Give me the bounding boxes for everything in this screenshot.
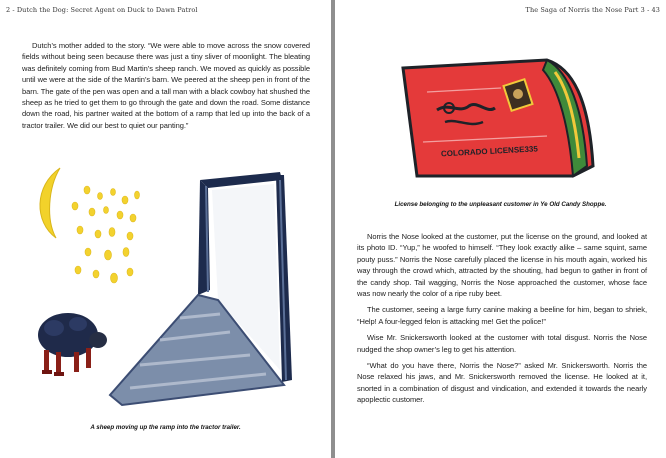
star-dot: [104, 207, 109, 214]
star-dot: [117, 211, 123, 219]
right-paragraph-4: “What do you have there, Norris the Nose?” asked Mr. Snickersworth. Norris the Nose relaxed his jaws, and Mr. Snickersworth removed the license. He looked at it, snorted in a combination of disgust and vindication, and extended it towards the nearly apoplectic customer.: [357, 361, 647, 405]
star-dot: [122, 196, 128, 204]
right-paragraph-3: Wise Mr. Snickersworth looked at the customer with total disgust. Norris the Nose nudged the shop owner’s leg to get his attention.: [357, 333, 647, 354]
star-dot: [95, 230, 101, 238]
left-caption: A sheep moving up the ramp into the tractor trailer.: [90, 424, 241, 431]
sheep-ramp-illustration: [30, 160, 300, 415]
star-dot: [111, 273, 118, 283]
star-dot: [111, 189, 116, 196]
left-paragraph: Dutch’s mother added to the story. “We were able to move across the snow covered fields without being seen because there was just a tiny sliver of moonlight. The bleating was definitely coming from Bud Martin’s sheep ranch. We moved as quickly as possible until we were at the side of the Martin’s barn. We peered at the sheep pen in front of the barn. The gate of the pen was open and a tall man with a black cowboy hat shushed the sheep as he tried to get them to go through the gate and down the road. Some distance down the road, his partner waited at the bottom of a ramp that led up into the back of a tractor trailer. We did our best to quiet our panting.”: [22, 41, 310, 130]
right-caption: License belonging to the unpleasant customer in Ye Old Candy Shoppe.: [394, 201, 607, 208]
left-body-text: [22, 40, 310, 136]
right-page: [335, 0, 666, 458]
right-running-head: The Saga of Norris the Nose Part 3 - 43: [525, 6, 660, 14]
star-dot: [130, 214, 136, 222]
star-dot: [89, 208, 95, 216]
license-illustration: [397, 48, 597, 193]
star-dot: [98, 193, 103, 200]
left-running-head: 2 - Dutch the Dog: Secret Agent on Duck to Dawn Patrol: [6, 6, 198, 14]
right-paragraph-1: Norris the Nose looked at the customer, put the license on the ground, and looked at its photo ID. “Yup,” he woofed to himself. “They look exactly alike – same squint, same pouty puss.” Norris the Nose carefully placed the license in his mouth again, worked his way through the crowd which, attracted by the shouting, had begun to gather in front of the candy shop. Tail wagging, Norris the Nose approached the customer, whose face was now nearly the color of a ripe ruby beet.: [357, 232, 647, 299]
star-dot: [109, 228, 115, 237]
star-dot: [105, 250, 112, 260]
license-plate-text: COLORADO LICENSE335: [440, 144, 539, 159]
star-dot: [84, 186, 90, 194]
star-dot: [123, 248, 129, 257]
star-dot: [75, 266, 81, 274]
star-dot: [127, 232, 133, 240]
moon-icon: [40, 168, 60, 238]
star-dot: [93, 270, 99, 278]
sheep-figure: [38, 313, 107, 376]
star-dot: [127, 268, 133, 276]
stars-group: [72, 186, 140, 283]
star-dot: [135, 191, 140, 199]
sheep-head: [89, 332, 107, 348]
left-page: [0, 0, 331, 458]
star-dot: [85, 248, 91, 256]
star-dot: [72, 202, 78, 210]
star-dot: [77, 226, 83, 234]
right-paragraph-2: The customer, seeing a large furry canine making a beeline for him, began to shriek, “Help! A four-legged felon is attacking me! Get the police!”: [357, 305, 647, 326]
right-body-text: [357, 231, 647, 411]
